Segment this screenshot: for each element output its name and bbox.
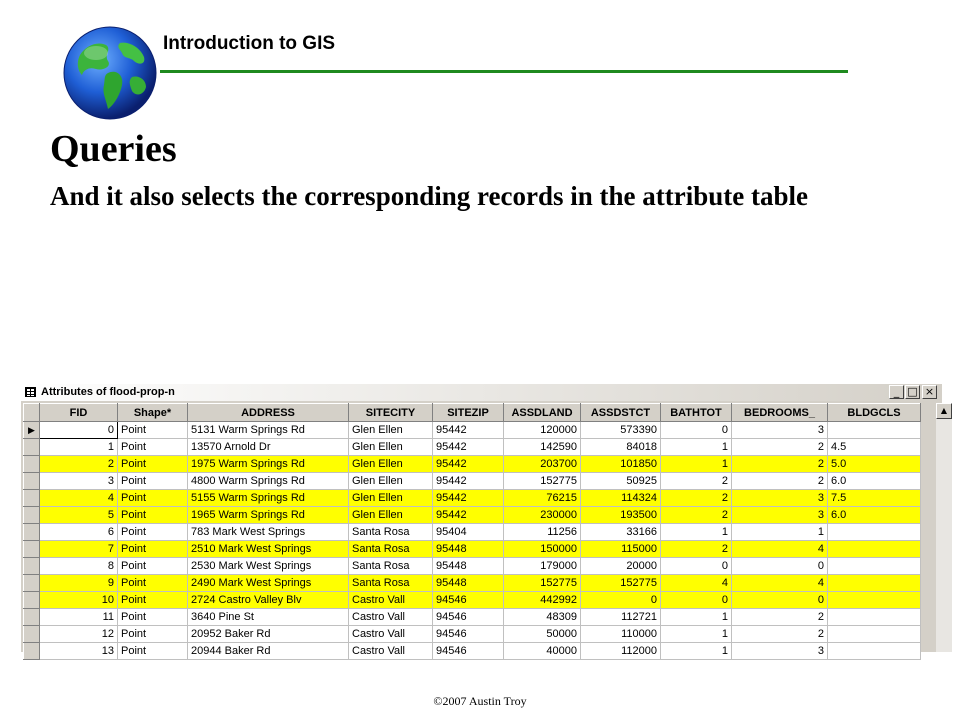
table-cell[interactable]: Point <box>118 524 188 541</box>
table-cell[interactable]: 95442 <box>433 439 504 456</box>
table-cell[interactable]: 2 <box>661 490 732 507</box>
table-cell[interactable]: 0 <box>732 558 828 575</box>
table-cell[interactable]: 2 <box>732 439 828 456</box>
table-cell[interactable]: Castro Vall <box>349 643 433 660</box>
table-cell[interactable]: Point <box>118 592 188 609</box>
row-selector[interactable] <box>24 456 40 473</box>
table-row[interactable] <box>24 524 921 541</box>
table-cell[interactable]: 115000 <box>581 541 661 558</box>
table-cell[interactable]: 5155 Warm Springs Rd <box>188 490 349 507</box>
table-cell[interactable]: 9 <box>40 575 118 592</box>
table-cell[interactable]: 10 <box>40 592 118 609</box>
table-cell[interactable]: 3 <box>732 490 828 507</box>
table-cell[interactable]: 2724 Castro Valley Blv <box>188 592 349 609</box>
table-cell[interactable]: 142590 <box>504 439 581 456</box>
table-cell[interactable]: Santa Rosa <box>349 558 433 575</box>
table-row[interactable] <box>24 643 921 660</box>
table-cell[interactable]: 84018 <box>581 439 661 456</box>
table-cell[interactable]: 4 <box>732 575 828 592</box>
scroll-up-icon[interactable]: ▲ <box>936 403 952 419</box>
table-cell[interactable]: 2530 Mark West Springs <box>188 558 349 575</box>
table-cell[interactable]: 1 <box>661 643 732 660</box>
table-cell[interactable]: 11 <box>40 609 118 626</box>
table-cell[interactable]: 2 <box>40 456 118 473</box>
table-cell[interactable]: 114324 <box>581 490 661 507</box>
table-cell[interactable]: 94546 <box>433 609 504 626</box>
table-cell[interactable]: 95448 <box>433 558 504 575</box>
row-selector[interactable] <box>24 575 40 592</box>
column-header-assdland[interactable]: ASSDLAND <box>504 404 581 422</box>
table-cell[interactable]: Glen Ellen <box>349 422 433 439</box>
table-cell[interactable]: 50000 <box>504 626 581 643</box>
table-icon <box>25 387 36 397</box>
table-cell[interactable]: Point <box>118 507 188 524</box>
table-cell[interactable]: Point <box>118 541 188 558</box>
row-selector[interactable] <box>24 524 40 541</box>
table-cell[interactable]: 50925 <box>581 473 661 490</box>
table-cell[interactable] <box>828 609 921 626</box>
table-cell[interactable]: 0 <box>40 422 118 439</box>
table-cell[interactable] <box>828 643 921 660</box>
table-cell[interactable]: 0 <box>661 558 732 575</box>
column-header-bathtot[interactable]: BATHTOT <box>661 404 732 422</box>
table-cell[interactable]: 0 <box>661 422 732 439</box>
table-cell[interactable]: 2490 Mark West Springs <box>188 575 349 592</box>
table-cell[interactable]: 2 <box>732 456 828 473</box>
table-cell[interactable]: Point <box>118 609 188 626</box>
table-cell[interactable]: 5131 Warm Springs Rd <box>188 422 349 439</box>
table-cell[interactable]: 94546 <box>433 626 504 643</box>
table-cell[interactable] <box>828 558 921 575</box>
row-selector[interactable] <box>24 490 40 507</box>
table-cell[interactable]: 2 <box>661 541 732 558</box>
table-row[interactable] <box>24 592 921 609</box>
table-cell[interactable]: 20944 Baker Rd <box>188 643 349 660</box>
table-row[interactable] <box>24 541 921 558</box>
table-cell[interactable]: Point <box>118 575 188 592</box>
table-row[interactable] <box>24 626 921 643</box>
row-selector[interactable] <box>24 473 40 490</box>
course-title: Introduction to GIS <box>163 33 336 54</box>
table-cell[interactable]: 8 <box>40 558 118 575</box>
table-cell[interactable]: 2510 Mark West Springs <box>188 541 349 558</box>
table-row[interactable] <box>24 609 921 626</box>
table-cell[interactable]: 112721 <box>581 609 661 626</box>
table-cell[interactable]: 95448 <box>433 541 504 558</box>
table-cell[interactable]: 95448 <box>433 575 504 592</box>
row-selector[interactable] <box>24 592 40 609</box>
corner-cell[interactable] <box>24 404 40 422</box>
table-cell[interactable]: 13570 Arnold Dr <box>188 439 349 456</box>
table-cell[interactable]: Glen Ellen <box>349 490 433 507</box>
table-cell[interactable]: Castro Vall <box>349 626 433 643</box>
table-cell[interactable]: 95404 <box>433 524 504 541</box>
table-cell[interactable] <box>828 575 921 592</box>
table-cell[interactable]: Santa Rosa <box>349 541 433 558</box>
table-cell[interactable]: 230000 <box>504 507 581 524</box>
table-cell[interactable]: 2 <box>732 473 828 490</box>
table-cell[interactable]: Point <box>118 643 188 660</box>
slide-title: Queries <box>50 128 177 170</box>
table-cell[interactable]: Point <box>118 439 188 456</box>
minimize-button[interactable]: _ <box>889 385 904 399</box>
table-cell[interactable]: Glen Ellen <box>349 456 433 473</box>
table-cell[interactable]: 152775 <box>581 575 661 592</box>
table-cell[interactable]: 6.0 <box>828 473 921 490</box>
table-cell[interactable]: 40000 <box>504 643 581 660</box>
table-cell[interactable] <box>828 422 921 439</box>
attribute-table <box>23 403 921 660</box>
table-cell[interactable]: 7 <box>40 541 118 558</box>
table-header-row <box>24 404 921 422</box>
table-cell[interactable]: 95442 <box>433 473 504 490</box>
column-header-bedrooms[interactable]: BEDROOMS_ <box>732 404 828 422</box>
column-header-sitezip[interactable]: SITEZIP <box>433 404 504 422</box>
table-cell[interactable]: 76215 <box>504 490 581 507</box>
table-row[interactable] <box>24 473 921 490</box>
table-row[interactable] <box>24 575 921 592</box>
column-header-fid[interactable]: FID <box>40 404 118 422</box>
row-selector[interactable]: ▶ <box>24 422 40 439</box>
table-cell[interactable]: Point <box>118 490 188 507</box>
table-cell[interactable]: Point <box>118 422 188 439</box>
table-cell[interactable]: 4 <box>661 575 732 592</box>
row-selector[interactable] <box>24 507 40 524</box>
copyright-footer: ©2007 Austin Troy <box>433 694 527 708</box>
table-cell[interactable]: 203700 <box>504 456 581 473</box>
table-cell[interactable]: 6 <box>40 524 118 541</box>
window-title: Attributes of flood-prop-n <box>41 386 175 398</box>
table-cell[interactable]: 152775 <box>504 473 581 490</box>
table-cell[interactable]: 150000 <box>504 541 581 558</box>
column-header-sitecity[interactable]: SITECITY <box>349 404 433 422</box>
table-cell[interactable]: 95442 <box>433 507 504 524</box>
table-cell[interactable]: 1 <box>732 524 828 541</box>
maximize-button[interactable]: □ <box>905 385 920 399</box>
table-cell[interactable]: 1 <box>661 524 732 541</box>
row-selector[interactable] <box>24 643 40 660</box>
table-row[interactable] <box>24 422 921 439</box>
table-row[interactable] <box>24 507 921 524</box>
row-selector[interactable] <box>24 626 40 643</box>
table-cell[interactable]: Glen Ellen <box>349 439 433 456</box>
table-cell[interactable]: 4 <box>40 490 118 507</box>
table-cell[interactable]: 3 <box>732 643 828 660</box>
table-row[interactable] <box>24 558 921 575</box>
table-cell[interactable]: 12 <box>40 626 118 643</box>
table-cell[interactable]: 1 <box>661 626 732 643</box>
column-header-address[interactable]: ADDRESS <box>188 404 349 422</box>
table-cell[interactable]: 110000 <box>581 626 661 643</box>
table-cell[interactable]: Castro Vall <box>349 592 433 609</box>
table-cell[interactable]: 48309 <box>504 609 581 626</box>
table-row[interactable] <box>24 490 921 507</box>
table-cell[interactable]: Castro Vall <box>349 609 433 626</box>
table-cell[interactable]: 3 <box>732 422 828 439</box>
table-cell[interactable]: Glen Ellen <box>349 507 433 524</box>
header-divider <box>160 70 848 73</box>
column-header-assdstct[interactable]: ASSDSTCT <box>581 404 661 422</box>
attribute-grid <box>23 403 921 660</box>
table-cell[interactable]: 11256 <box>504 524 581 541</box>
table-cell[interactable]: 5.0 <box>828 456 921 473</box>
table-cell[interactable] <box>828 592 921 609</box>
window-titlebar[interactable] <box>21 384 942 401</box>
table-cell[interactable]: 0 <box>732 592 828 609</box>
table-cell[interactable] <box>828 626 921 643</box>
table-cell[interactable]: 4.5 <box>828 439 921 456</box>
table-cell[interactable]: 1 <box>661 609 732 626</box>
table-cell[interactable]: 442992 <box>504 592 581 609</box>
slide-subtitle: And it also selects the corresponding records in the attribute table <box>50 181 808 211</box>
table-cell[interactable]: 1 <box>661 456 732 473</box>
table-cell[interactable]: 7.5 <box>828 490 921 507</box>
table-cell[interactable]: Point <box>118 473 188 490</box>
close-button[interactable]: × <box>922 385 937 399</box>
table-cell[interactable]: 4 <box>732 541 828 558</box>
table-cell[interactable]: Point <box>118 456 188 473</box>
table-cell[interactable]: Santa Rosa <box>349 524 433 541</box>
column-header-shape[interactable]: Shape* <box>118 404 188 422</box>
table-cell[interactable]: 152775 <box>504 575 581 592</box>
row-selector[interactable] <box>24 609 40 626</box>
table-row[interactable] <box>24 439 921 456</box>
table-cell[interactable]: 2 <box>661 507 732 524</box>
table-cell[interactable]: 1 <box>40 439 118 456</box>
row-selector[interactable] <box>24 558 40 575</box>
table-cell[interactable]: 4800 Warm Springs Rd <box>188 473 349 490</box>
table-cell[interactable]: 20000 <box>581 558 661 575</box>
table-cell[interactable]: 1975 Warm Springs Rd <box>188 456 349 473</box>
table-cell[interactable]: 783 Mark West Springs <box>188 524 349 541</box>
table-cell[interactable]: 193500 <box>581 507 661 524</box>
table-cell[interactable] <box>828 524 921 541</box>
table-cell[interactable]: 179000 <box>504 558 581 575</box>
table-cell[interactable]: 3640 Pine St <box>188 609 349 626</box>
table-cell[interactable] <box>828 541 921 558</box>
table-cell[interactable]: 0 <box>661 592 732 609</box>
table-cell[interactable]: 0 <box>581 592 661 609</box>
table-cell[interactable]: 3 <box>40 473 118 490</box>
table-cell[interactable]: 101850 <box>581 456 661 473</box>
attribute-table-window <box>20 383 948 657</box>
table-cell[interactable]: 95442 <box>433 456 504 473</box>
globe-logo <box>62 25 158 121</box>
table-cell[interactable]: 20952 Baker Rd <box>188 626 349 643</box>
table-cell[interactable]: 95442 <box>433 490 504 507</box>
table-cell[interactable]: 95442 <box>433 422 504 439</box>
table-cell[interactable]: 6.0 <box>828 507 921 524</box>
table-cell[interactable]: 94546 <box>433 643 504 660</box>
table-cell[interactable]: 2 <box>732 626 828 643</box>
table-cell[interactable]: 2 <box>661 473 732 490</box>
table-cell[interactable]: Point <box>118 626 188 643</box>
table-body <box>24 422 921 660</box>
vertical-scrollbar[interactable] <box>936 403 952 652</box>
table-cell[interactable]: 5 <box>40 507 118 524</box>
table-cell[interactable]: 94546 <box>433 592 504 609</box>
table-cell[interactable]: 2 <box>732 609 828 626</box>
table-cell[interactable]: 1 <box>661 439 732 456</box>
table-cell[interactable]: Point <box>118 558 188 575</box>
table-cell[interactable]: 33166 <box>581 524 661 541</box>
table-cell[interactable]: 3 <box>732 507 828 524</box>
table-cell[interactable]: 1965 Warm Springs Rd <box>188 507 349 524</box>
table-row[interactable] <box>24 456 921 473</box>
table-cell[interactable]: 112000 <box>581 643 661 660</box>
table-cell[interactable]: Santa Rosa <box>349 575 433 592</box>
table-cell[interactable]: 13 <box>40 643 118 660</box>
row-selector[interactable] <box>24 439 40 456</box>
table-cell[interactable]: 120000 <box>504 422 581 439</box>
column-header-bldgcls[interactable]: BLDGCLS <box>828 404 921 422</box>
table-cell[interactable]: Glen Ellen <box>349 473 433 490</box>
row-selector[interactable] <box>24 541 40 558</box>
table-cell[interactable]: 573390 <box>581 422 661 439</box>
